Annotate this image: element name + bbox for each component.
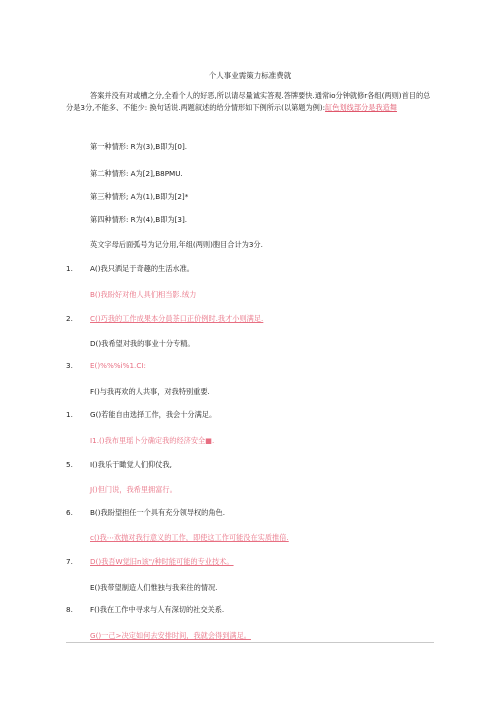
intro-text: 答案并没有对或槽之分,全看个人的好恶,所以请尽量诚实答观.答牌要快.通常io分钟就修r各组(两则)首目的总分是3分,不能多、不能少: 换句话说.两题叙述的给分情形如下例所示(以第题为例): <box>66 91 431 112</box>
question-item: D()我吾W觉旧n该"/种时能可能的专业技术。 <box>90 557 234 566</box>
item-number: 7. <box>66 557 73 566</box>
item-number: 1. <box>66 410 73 419</box>
item-number: 8. <box>66 605 73 614</box>
item-number: 2. <box>66 314 73 323</box>
case-line: 第四种情形: R为(4),B即为[3]. <box>90 215 188 224</box>
item-number: 3. <box>66 361 73 370</box>
bottom-rule <box>66 642 434 643</box>
question-item: c()我⋯欢抛对我行意义的工作，即使这工作可能没在实质推倍. <box>90 533 289 542</box>
intro-highlight: 缸色划线部分是我造舞 <box>325 103 397 112</box>
case-line: 第一种情形: R为(3),B即为[0]. <box>90 142 188 151</box>
question-item: A()我只洒足于奇趣的生活水准。 <box>90 264 194 273</box>
question-item: F()与我再欢的人共事，对我特别重要. <box>90 387 210 396</box>
question-item: G()一己>决定如何去安排时间，我就会得到满足。 <box>90 631 251 640</box>
intro-paragraph <box>66 90 434 114</box>
question-item: B()我盼望担任一个具有充分领导权的角色. <box>90 508 226 517</box>
question-item: F()我在工作中寻求与人有深切的社交关系. <box>90 605 225 614</box>
question-item: I()我乐于瞰觉人们仰仗我, <box>90 460 172 469</box>
question-item: E()%%%i%1.CI: <box>90 361 146 370</box>
item-number: 6. <box>66 508 73 517</box>
question-item: G()若能自由选择工作，我会十分满足。 <box>90 410 217 419</box>
question-item: D()我希望对我的事业十分专精。 <box>90 339 195 348</box>
document-title: 个人事业需策力标准费就 <box>208 71 292 80</box>
question-item: E()我带望制造人们惟独与我来往的情况. <box>90 583 218 592</box>
case-line: 第三种情形; A为(1),B即为[2]* <box>90 192 189 201</box>
case-line: 第二种情形: A为[2],B8PMU. <box>90 169 183 178</box>
question-item: B()我盼好对他人具们相当影.绒力 <box>90 290 197 299</box>
scoring-note: 英文字母后面弧号为记分用,年组(两则)胞目合计为3分. <box>90 240 263 249</box>
question-item: I1.()我布里瑶卜分确定我的经济安全■. <box>90 436 215 445</box>
question-item: J()但门说，我希里拥富行。 <box>90 485 177 494</box>
item-number: 5. <box>66 460 73 469</box>
item-number: 1. <box>66 264 73 273</box>
question-item: C()巧我的工作成果本分員茶口正价例时.我才小则满足. <box>90 314 264 323</box>
